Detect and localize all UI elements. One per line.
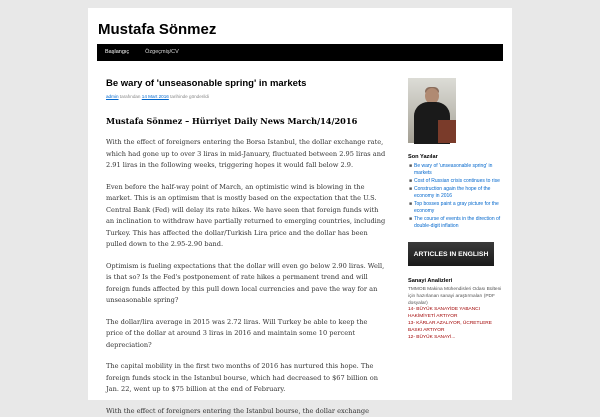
post-meta-suffix: tarihinde gönderildi [169, 94, 209, 99]
articles-in-english-banner[interactable]: ARTICLES IN ENGLISH [408, 242, 494, 266]
post-meta [106, 93, 386, 100]
main-nav [97, 44, 503, 61]
industry-analysis-link[interactable]: 13- KÂRLAR AZALIYOR, ÜCRETLERE BASKI ARTIYOR [408, 321, 504, 335]
bullet-icon: ■ [409, 186, 412, 193]
post-paragraph: The capital mobility in the first two months of 2016 has nurtured this hope. The foreign funds stock in the Istanbul bourse, which had decreased to $67 billion on Jan. 22, went up to $75 billion at the end of February. [106, 361, 386, 396]
post-paragraph: With the effect of foreigners entering the Borsa Istanbul, the dollar exchange rate, which had gone up to over 3 liras in mid-January, fluctuated between 2.95 liras and 2.91 liras in the following weeks, triggering hopes it would fall below 2.9. [106, 137, 386, 172]
page [88, 8, 512, 400]
post-date-link[interactable]: 14 Mart 2016 [142, 94, 169, 99]
recent-post-link[interactable]: ■ Be wary of 'unseasonable spring' in markets [408, 163, 504, 177]
recent-post-link[interactable]: ■ Cost of Russian crisis continues to rise [408, 178, 504, 185]
industry-analyses-heading: Sanayi Analizleri [408, 278, 504, 284]
bullet-icon: ■ [409, 216, 412, 223]
post-subhead: Mustafa Sönmez – Hürriyet Daily News March/14/2016 [106, 116, 386, 127]
industry-analysis-link[interactable]: 12- BÜYÜK SANAYİ... [408, 335, 504, 342]
recent-post-link[interactable]: ■ The course of events in the direction of double-digit inflation [408, 216, 504, 230]
bullet-icon: ■ [409, 201, 412, 208]
nav-item-home[interactable]: Başlangıç [102, 44, 132, 61]
industry-analysis-link[interactable]: 14- BÜYÜK SANAYİDE YABANCI HAKİMİYETİ ARTIYOR [408, 307, 504, 321]
post-title[interactable]: Be wary of 'unseasonable spring' in markets [106, 78, 386, 90]
bullet-icon: ■ [409, 163, 412, 170]
post-paragraph: Even before the half-way point of March, an optimistic wind is blowing in the market. This is an optimism that is mostly based on the expectation that the U.S. Central Bank (Fed) will delay its rate hikes. We have seen that foreign funds with an inclination to withdraw have partially returned to emerging countries, including Turkey. This has affected the dollar/Turkish Lira price and the dollar has been pulled down to the 2.95-2.90 band. [106, 182, 386, 251]
post-author-link[interactable]: admin [106, 94, 119, 99]
post-paragraph: Optimism is fueling expectations that the dollar will even go below 2.90 liras. Well, is that so? Is the Fed's postponement of rate hikes a permanent trend and will foreign funds affected by this pull down local currencies and pave the way for an unseasonable spring? [106, 261, 386, 307]
recent-posts-list [408, 163, 504, 230]
bullet-icon: ■ [409, 178, 412, 185]
site-title[interactable]: Mustafa Sönmez [98, 21, 216, 38]
recent-post-link[interactable]: ■ Top bosses paint a gray picture for the economy [408, 201, 504, 215]
recent-post-link[interactable]: ■ Construction again the hope of the economy in 2016 [408, 186, 504, 200]
post-paragraph: With the effect of foreigners entering the Istanbul bourse, the dollar exchange [106, 406, 386, 417]
post-meta-by: tarafından [119, 94, 142, 99]
post-paragraph: The dollar/lira average in 2015 was 2.72 liras. Will Turkey be able to keep the price of the dollar at around 3 liras in 2016 and maintain some 10 percent depreciation? [106, 317, 386, 352]
nav-item-cv[interactable]: Özgeçmiş/CV [142, 44, 182, 61]
recent-posts-heading: Son Yazılar [408, 154, 504, 160]
sidebar [408, 78, 504, 341]
author-portrait [408, 78, 456, 143]
industry-analyses-description: TMMOB Makina Mühendisleri Odası Bülteni için hazırlanan sanayi araştırmaları (PDF dosyalar) [408, 287, 504, 307]
post-content [106, 78, 386, 417]
